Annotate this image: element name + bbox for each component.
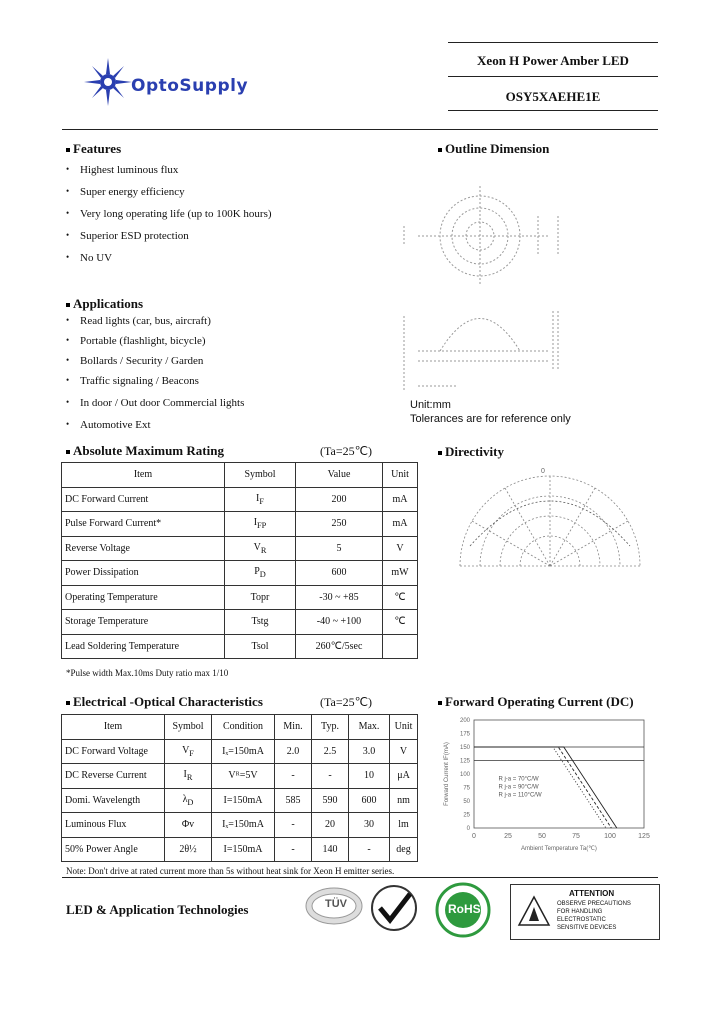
feature-item: • Highest luminous flux bbox=[62, 164, 362, 186]
tuv-badge: TÜV bbox=[304, 886, 364, 926]
x-tick-label: 125 bbox=[638, 833, 650, 840]
table-row: Lead Soldering Temperature Tsol 260℃/5sec bbox=[62, 634, 418, 659]
esd-warning-icon bbox=[517, 895, 551, 929]
y-tick-label: 25 bbox=[463, 812, 470, 819]
y-tick-label: 200 bbox=[459, 718, 470, 724]
attention-line: FOR HANDLING bbox=[557, 909, 603, 915]
attention-title: ATTENTION bbox=[569, 889, 615, 898]
table-row: Power Dissipation $P_D$ 600 mW bbox=[62, 561, 418, 586]
series-line bbox=[474, 747, 617, 828]
x-axis-label: Ambient Temperature Ta(℃) bbox=[521, 846, 597, 852]
sun-logo-icon bbox=[84, 56, 134, 106]
company-name: LED & Application Technologies bbox=[66, 902, 249, 917]
feature-item: • Superior ESD protection bbox=[62, 230, 362, 252]
chart-title: Forward Operating Current (DC) bbox=[438, 694, 634, 710]
features-title: Features bbox=[66, 141, 121, 157]
directivity-zero-label: 0 bbox=[541, 468, 545, 475]
directivity-title: Directivity bbox=[438, 444, 504, 460]
certification-check-badge bbox=[368, 884, 420, 932]
table-row: Domi. Wavelength $\lambda_D$ I=150mA 585 590 600 nm bbox=[62, 788, 418, 813]
col-header: Unit bbox=[383, 463, 418, 488]
y-axis-label: Forward Current IF(mA) bbox=[444, 742, 450, 806]
rohs-badge: RoHS bbox=[428, 882, 498, 938]
feature-item: • Super energy efficiency bbox=[62, 186, 362, 208]
checkmark-icon bbox=[368, 884, 420, 932]
outline-unit: Unit:mm bbox=[410, 399, 451, 411]
application-item: • Read lights (car, bus, aircraft) bbox=[62, 315, 382, 335]
table-row: 50% Power Angle 2θ½ I=150mA - 140 - deg bbox=[62, 837, 418, 862]
col-header: Item bbox=[62, 463, 225, 488]
outline-drawing bbox=[398, 176, 578, 406]
table-row: DC Forward Current $I_F$ 200 mA bbox=[62, 487, 418, 512]
y-tick-label: 75 bbox=[463, 785, 470, 792]
brand-logo bbox=[84, 56, 284, 106]
table-header-row bbox=[62, 463, 418, 488]
eoc-title: Electrical -Optical Characteristics bbox=[66, 694, 263, 710]
y-tick-label: 100 bbox=[459, 772, 470, 778]
y-tick-label: 175 bbox=[459, 731, 470, 738]
amr-note: *Pulse width Max.10ms Duty ratio max 1/10 bbox=[66, 668, 229, 678]
attention-line: SENSITIVE DEVICES bbox=[557, 925, 617, 931]
plot-frame bbox=[474, 720, 644, 828]
application-item: • Portable (flashlight, bicycle) bbox=[62, 335, 382, 355]
table-header-row: Item Symbol Condition Min. Typ. Max. Unit bbox=[62, 715, 418, 740]
amr-condition: (Ta=25℃) bbox=[320, 444, 373, 458]
y-tick-label: 0 bbox=[466, 826, 470, 832]
outline-tolerance: Tolerances are for reference only bbox=[410, 413, 571, 425]
x-tick-label: 25 bbox=[504, 833, 512, 840]
amr-title: Absolute Maximum Rating bbox=[66, 443, 224, 459]
table-row: Storage Temperature Tstg -40 ~ +100 ℃ bbox=[62, 610, 418, 635]
applications-title: Applications bbox=[66, 296, 143, 312]
y-tick-label: 150 bbox=[459, 745, 470, 751]
x-tick-label: 0 bbox=[472, 833, 476, 840]
attention-line: ELECTROSTATIC bbox=[557, 917, 606, 923]
part-number: OSY5XAEHE1E bbox=[505, 89, 601, 104]
application-item: • Bollards / Security / Garden bbox=[62, 355, 382, 375]
esd-attention-box bbox=[510, 884, 660, 940]
eoc-condition: (Ta=25℃) bbox=[320, 695, 373, 709]
series-line bbox=[474, 747, 606, 828]
table-row: Reverse Voltage $V_R$ 5 V bbox=[62, 536, 418, 561]
features-list bbox=[62, 164, 362, 274]
feature-item: • Very long operating life (up to 100K hours) bbox=[62, 208, 362, 230]
table-row: Luminous Flux Φv Iₓ=150mA - 20 30 lm bbox=[62, 813, 418, 838]
table-row: Pulse Forward Current* $I_{FP}$ 250 mA bbox=[62, 512, 418, 537]
brand-name: OptoSupply bbox=[131, 76, 249, 96]
col-header: Value bbox=[296, 463, 383, 488]
x-tick-label: 100 bbox=[604, 833, 616, 840]
application-item: • In door / Out door Commercial lights bbox=[62, 397, 382, 419]
col-header: Symbol bbox=[225, 463, 296, 488]
feature-item: • No UV bbox=[62, 252, 362, 274]
attention-line: OBSERVE PRECAUTIONS bbox=[557, 901, 631, 907]
applications-list bbox=[62, 315, 382, 439]
amr-table bbox=[61, 462, 418, 659]
directivity-diagram bbox=[450, 466, 650, 586]
x-tick-label: 75 bbox=[572, 833, 580, 840]
product-title: Xeon H Power Amber LED bbox=[477, 53, 629, 68]
series-label: R j-a = 70°C/W bbox=[498, 776, 539, 783]
table-row: Operating Temperature Topr -30 ~ +85 ℃ bbox=[62, 585, 418, 610]
eoc-note: Note: Don't drive at rated current more than 5s without heat sink for Xeon H emitter series. bbox=[66, 866, 395, 876]
x-tick-label: 50 bbox=[538, 833, 546, 840]
application-item: • Automotive Ext bbox=[62, 419, 382, 439]
eoc-table bbox=[61, 714, 418, 862]
application-item: • Traffic signaling / Beacons bbox=[62, 375, 382, 397]
outline-title: Outline Dimension bbox=[438, 141, 549, 157]
y-tick-label: 50 bbox=[463, 799, 470, 805]
table-row: DC Reverse Current $I_R$ Vᴿ=5V - - 10 μA bbox=[62, 764, 418, 789]
series-label: R j-a = 110°C/W bbox=[498, 792, 542, 799]
forward-current-chart bbox=[436, 712, 656, 857]
y-tick-label: 125 bbox=[459, 758, 470, 765]
series-label: R j-a = 90°C/W bbox=[498, 784, 539, 791]
table-row: DC Forward Voltage $V_F$ Iₓ=150mA 2.0 2.5 3.0 V bbox=[62, 739, 418, 764]
